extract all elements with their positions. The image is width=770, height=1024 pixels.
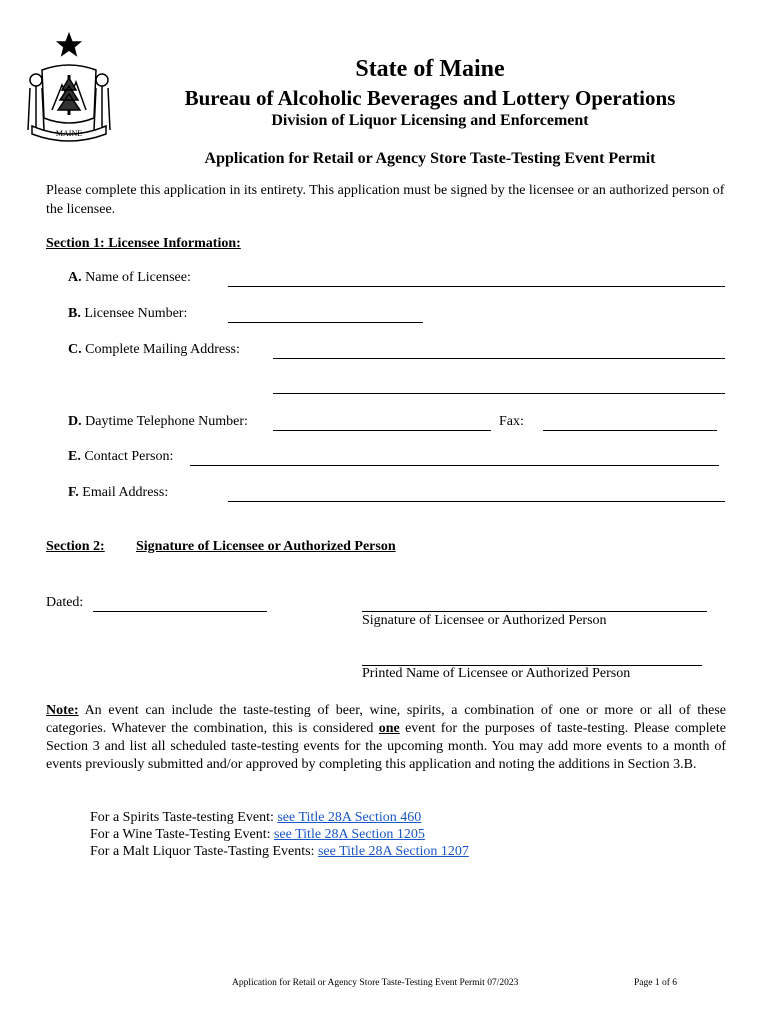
wine-link-row: For a Wine Taste-Testing Event: see Title 28A Section 1205 bbox=[90, 827, 425, 842]
dated-label: Dated: bbox=[46, 595, 84, 610]
field-a-label: A. Name of Licensee: bbox=[68, 270, 191, 285]
mailing-address-field-2[interactable] bbox=[273, 393, 725, 394]
bureau-title: Bureau of Alcoholic Beverages and Lottery Operations bbox=[184, 86, 676, 110]
fax-field[interactable] bbox=[543, 430, 717, 431]
fax-label: Fax: bbox=[499, 414, 524, 429]
licensee-number-field[interactable] bbox=[228, 322, 423, 323]
contact-person-field[interactable] bbox=[190, 465, 719, 466]
statute-links bbox=[90, 809, 469, 860]
spirits-statute-link[interactable]: see Title 28A Section 460 bbox=[277, 810, 422, 825]
field-b-label: B. Licensee Number: bbox=[68, 306, 188, 321]
field-e-label: E. Contact Person: bbox=[68, 449, 174, 464]
licensee-name-field[interactable] bbox=[228, 286, 725, 287]
printed-name-caption: Printed Name of Licensee or Authorized Person bbox=[362, 666, 631, 681]
division-title: Division of Liquor Licensing and Enforcement bbox=[271, 112, 589, 129]
wine-statute-link[interactable]: see Title 28A Section 1205 bbox=[273, 827, 425, 842]
mailing-address-field-1[interactable] bbox=[273, 358, 725, 359]
form-title: Application for Retail or Agency Store Taste-Testing Event Permit bbox=[204, 150, 656, 167]
signature-field[interactable] bbox=[362, 611, 707, 612]
field-d-label: D. Daytime Telephone Number: bbox=[68, 414, 248, 429]
malt-link-row: For a Malt Liquor Taste-Tasting Events: see Title 28A Section 1207 bbox=[90, 844, 469, 859]
section2-title: Signature of Licensee or Authorized Person bbox=[136, 539, 396, 554]
svg-text:MAINE: MAINE bbox=[55, 129, 83, 138]
footer-page-number: Page 1 of 6 bbox=[634, 978, 678, 988]
section1-heading: Section 1: Licensee Information: bbox=[46, 236, 241, 251]
spirits-link-row: For a Spirits Taste-testing Event: see Title 28A Section 460 bbox=[90, 810, 422, 825]
email-field[interactable] bbox=[228, 501, 725, 502]
dated-field[interactable] bbox=[93, 611, 267, 612]
intro-text: Please complete this application in its entirety. This application must be signed by the licensee or an authorized person of the licensee. bbox=[46, 183, 725, 217]
footer-form-name: Application for Retail or Agency Store Taste-Testing Event Permit 07/2023 bbox=[232, 978, 519, 988]
field-c-label: C. Complete Mailing Address: bbox=[68, 342, 240, 357]
note-paragraph: Note: An event can include the taste-testing of beer, wine, spirits, a combination of one or more or all of these categories. Whatever the combination, this is considered one event for the purposes of taste-testing. Please complete Section 3 and list all scheduled taste-testing events for the upcoming month. You may add more events to a month of events previously submitted and/or approved by completing this application and noting the additions in Section 3.B. bbox=[46, 703, 726, 772]
state-title: State of Maine bbox=[355, 56, 505, 82]
signature-caption: Signature of Licensee or Authorized Person bbox=[362, 613, 607, 628]
malt-statute-link[interactable]: see Title 28A Section 1207 bbox=[317, 844, 469, 859]
telephone-field[interactable] bbox=[273, 430, 491, 431]
field-f-label: F. Email Address: bbox=[68, 485, 169, 500]
section2-number: Section 2: bbox=[46, 539, 105, 554]
